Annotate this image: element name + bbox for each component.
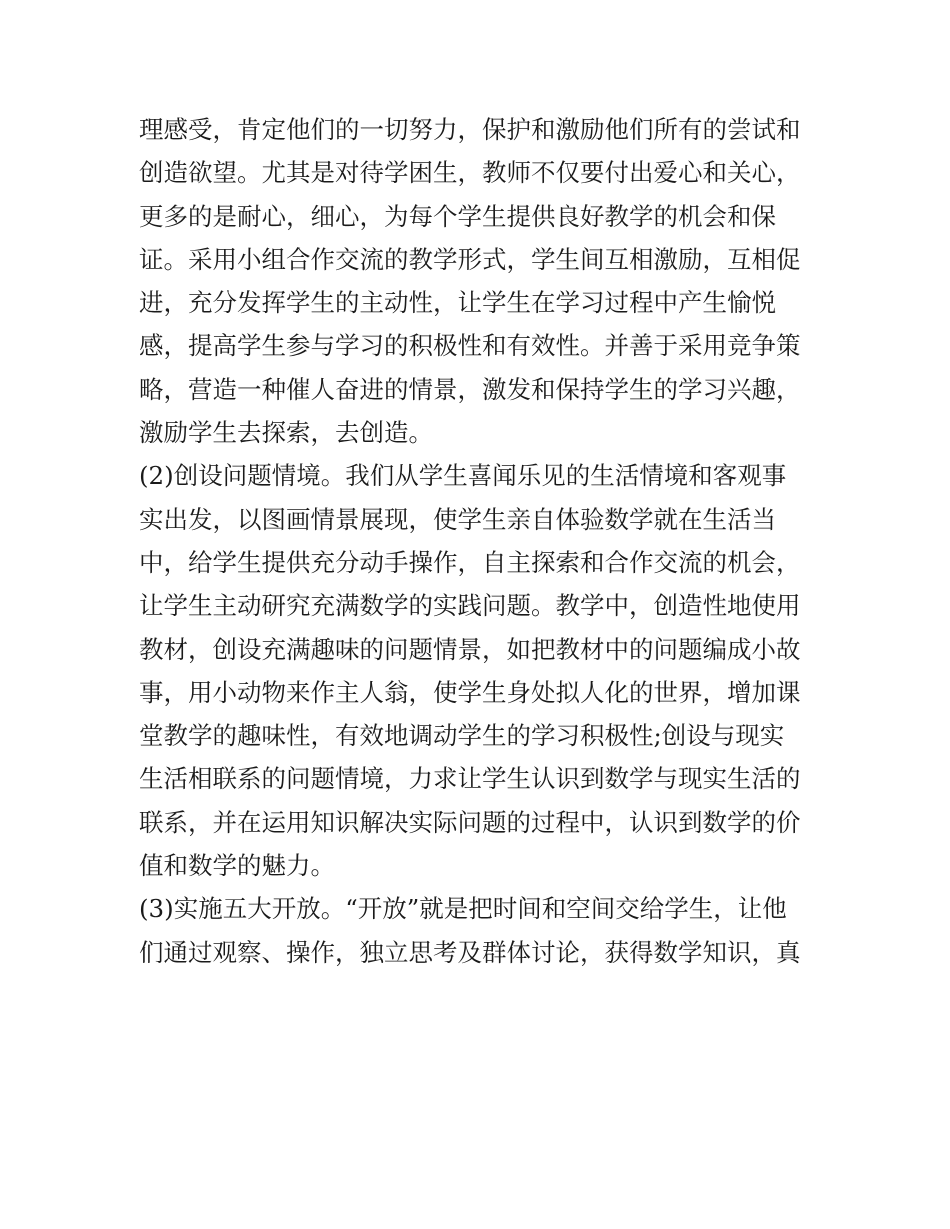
body-text: [139, 108, 819, 974]
text-line: 证。采用小组合作交流的教学形式，学生间互相激励，互相促: [139, 244, 801, 274]
text-line: 让学生主动研究充满数学的实践问题。教学中，创造性地使用: [139, 591, 801, 621]
text-line: 更多的是耐心，细心，为每个学生提供良好教学的机会和保: [139, 201, 776, 231]
text-line: 略，营造一种催人奋进的情景，激发和保持学生的学习兴趣，: [139, 374, 801, 404]
text-line: 实出发，以图画情景展现，使学生亲自体验数学就在生活当: [139, 504, 776, 534]
text-line: 生活相联系的问题情境，力求让学生认识到数学与现实生活的: [139, 764, 801, 794]
text-line: 联系，并在运用知识解决实际问题的过程中，认识到数学的价: [139, 807, 801, 837]
text-line: 感，提高学生参与学习的积极性和有效性。并善于采用竞争策: [139, 331, 801, 361]
text-line: 中，给学生提供充分动手操作，自主探索和合作交流的机会，: [139, 547, 801, 577]
text-line: (3)实施五大开放。“开放”就是把时间和空间交给学生，让他: [139, 894, 787, 924]
text-line: (2)创设问题情境。我们从学生喜闻乐见的生活情境和客观事: [139, 461, 787, 491]
text-line: 进，充分发挥学生的主动性，让学生在学习过程中产生愉悦: [139, 288, 776, 318]
text-line: 堂教学的趣味性，有效地调动学生的学习积极性;创设与现实: [139, 721, 785, 751]
text-line: 事，用小动物来作主人翁，使学生身处拟人化的世界，增加课: [139, 677, 801, 707]
text-line: 理感受，肯定他们的一切努力，保护和激励他们所有的尝试和: [139, 115, 801, 144]
text-line: 值和数学的魅力。: [139, 851, 335, 881]
text-line: 创造欲望。尤其是对待学困生，教师不仅要付出爱心和关心，: [139, 158, 801, 188]
text-line: 激励学生去探索，去创造。: [139, 418, 433, 448]
text-line: 们通过观察、操作，独立思考及群体讨论，获得数学知识，真: [139, 937, 801, 967]
text-line: 教材，创设充满趣味的问题情景，如把教材中的问题编成小故: [139, 634, 801, 664]
